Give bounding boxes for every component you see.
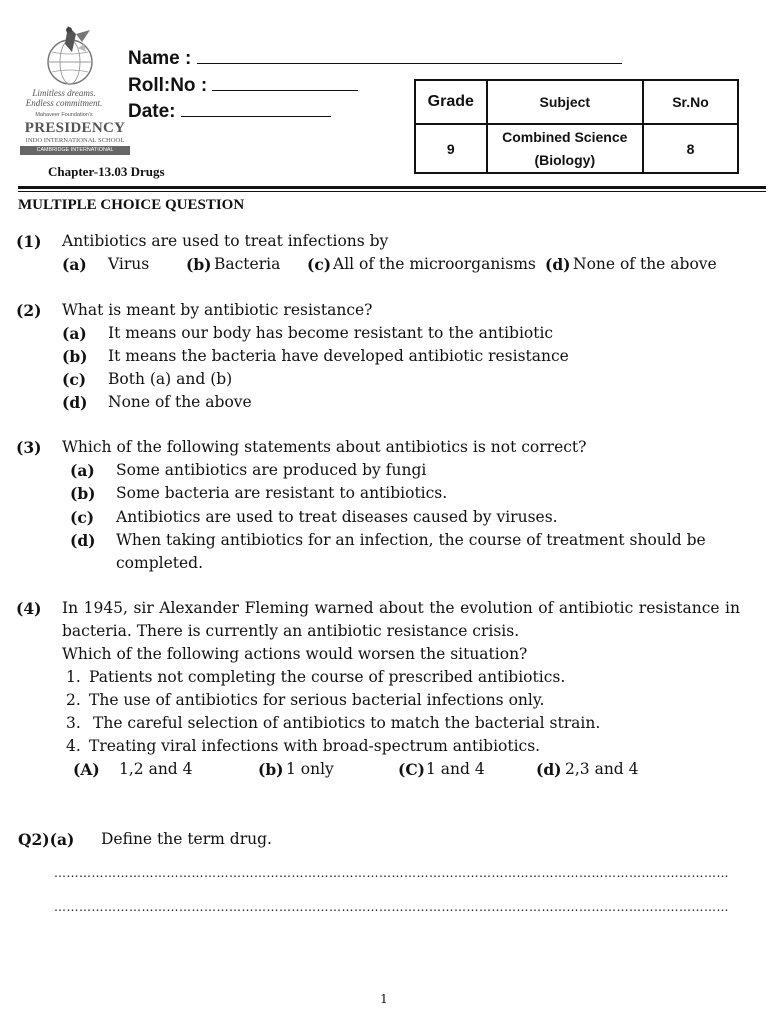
q4-item-1-text: Patients not completing the course of prescribed antibiotics. <box>89 668 566 686</box>
logo-school-name: PRESIDENCY <box>24 120 126 136</box>
q3-number: (3) <box>16 438 42 457</box>
q3-opt-d-text-cont: completed. <box>116 554 204 572</box>
q4-item-3-num: 3. <box>66 714 81 732</box>
q2-text: What is meant by antibiotic resistance? <box>62 301 373 319</box>
q1-opt-a-letter: (a) <box>62 255 87 274</box>
q2-opt-c-letter: (c) <box>62 370 87 389</box>
name-blank[interactable] <box>197 49 622 64</box>
q4-item-2-text: The use of antibiotics for serious bacterial infections only. <box>89 691 545 709</box>
q4-opt-a-letter: (A) <box>73 760 100 779</box>
q4-text-line2: bacteria. There is currently an antibiotic resistance crisis. <box>62 622 520 640</box>
q1-opt-d-text: None of the above <box>573 255 717 273</box>
q2-opt-d-letter: (d) <box>62 393 88 412</box>
q3-opt-d-text: When taking antibiotics for an infection, the course of treatment should be <box>116 531 706 549</box>
q4-opt-d-letter: (d) <box>536 760 562 779</box>
answer-line-1[interactable]: ……………………………………………………………………………………………………………………………………………… <box>54 866 729 880</box>
q3-text: Which of the following statements about antibiotics is not correct? <box>62 438 587 456</box>
srno-header: Sr.No <box>643 80 738 124</box>
page-number: 1 <box>380 992 388 1006</box>
roll-field <box>128 75 358 97</box>
logo-foundation: Mahaveer Foundation's <box>35 112 93 118</box>
globe-emblem-icon <box>18 22 130 92</box>
q4-opt-c-text: 1 and 4 <box>426 760 485 778</box>
info-table <box>414 79 739 174</box>
q3-opt-d-letter: (d) <box>70 531 96 550</box>
q2-opt-b-letter: (b) <box>62 347 88 366</box>
q4-item-4-text: Treating viral infections with broad-spectrum antibiotics. <box>89 737 541 755</box>
q4-item-4-num: 4. <box>66 737 81 755</box>
q3-opt-a-letter: (a) <box>70 461 95 480</box>
q4-opt-b-letter: (b) <box>258 760 284 779</box>
q1-opt-c-letter: (c) <box>307 255 332 274</box>
q2-opt-a-letter: (a) <box>62 324 87 343</box>
q4-opt-c-letter: (C) <box>398 760 426 779</box>
q1-text: Antibiotics are used to treat infections by <box>62 232 389 250</box>
q1-opt-d-letter: (d) <box>545 255 571 274</box>
q3-opt-b-text: Some bacteria are resistant to antibiotics. <box>116 484 448 502</box>
roll-label: Roll:No : <box>128 75 208 96</box>
subject-value: Combined Science (Biology) <box>487 124 643 173</box>
answer-line-2[interactable]: ……………………………………………………………………………………………………………………………………………… <box>54 900 729 914</box>
q2-opt-c-text: Both (a) and (b) <box>108 370 233 388</box>
section-title: MULTIPLE CHOICE QUESTION <box>18 197 245 213</box>
q3-opt-b-letter: (b) <box>70 484 96 503</box>
q2-opt-d-text: None of the above <box>108 393 252 411</box>
roll-blank[interactable] <box>212 76 358 91</box>
header-divider <box>18 186 766 189</box>
name-label: Name : <box>128 48 192 69</box>
date-field <box>128 101 331 123</box>
q1-opt-a-text: Virus <box>108 255 150 273</box>
name-field <box>128 48 622 70</box>
q1-number: (1) <box>16 232 42 251</box>
q4-item-3-text: The careful selection of antibiotics to match the bacterial strain. <box>93 714 601 732</box>
q1-opt-b-letter: (b) <box>186 255 212 274</box>
q2-opt-b-text: It means the bacteria have developed antibiotic resistance <box>108 347 569 365</box>
q1-opt-b-text: Bacteria <box>214 255 281 273</box>
q4-opt-d-text: 2,3 and 4 <box>565 760 639 778</box>
q4-opt-b-text: 1 only <box>286 760 334 778</box>
logo-exam-board: CAMBRIDGE INTERNATIONAL EXAMINATION <box>20 146 130 155</box>
logo-tagline: Limitless dreams. Endless commitment. <box>25 88 103 108</box>
chapter-title: Chapter-13.03 Drugs <box>48 164 165 179</box>
subject-header: Subject <box>487 80 643 124</box>
q3-opt-a-text: Some antibiotics are produced by fungi <box>116 461 427 479</box>
date-blank[interactable] <box>181 102 331 117</box>
q4-text-line1: In 1945, sir Alexander Fleming warned about the evolution of antibiotic resistance in <box>62 599 740 617</box>
date-label: Date: <box>128 101 176 122</box>
q1-opt-c-text: All of the microorganisms <box>333 255 536 273</box>
grade-value: 9 <box>415 124 487 173</box>
q3-opt-c-text: Antibiotics are used to treat diseases caused by viruses. <box>116 508 558 526</box>
q4-item-2-num: 2. <box>66 691 81 709</box>
grade-header: Grade <box>415 80 487 124</box>
q2a-text: Define the term drug. <box>101 830 272 848</box>
logo-school-sub: INDO INTERNATIONAL SCHOOL <box>25 137 125 144</box>
q4-text-line3: Which of the following actions would worsen the situation? <box>62 645 528 663</box>
q3-opt-c-letter: (c) <box>70 508 95 527</box>
q4-item-1-num: 1. <box>66 668 81 686</box>
q2-opt-a-text: It means our body has become resistant to the antibiotic <box>108 324 554 342</box>
header-divider-thin <box>18 191 766 192</box>
q2a-label: Q2)(a) <box>18 830 75 849</box>
srno-value: 8 <box>643 124 738 173</box>
q2-number: (2) <box>16 301 42 320</box>
q4-number: (4) <box>16 599 42 618</box>
q4-opt-a-text: 1,2 and 4 <box>119 760 193 778</box>
